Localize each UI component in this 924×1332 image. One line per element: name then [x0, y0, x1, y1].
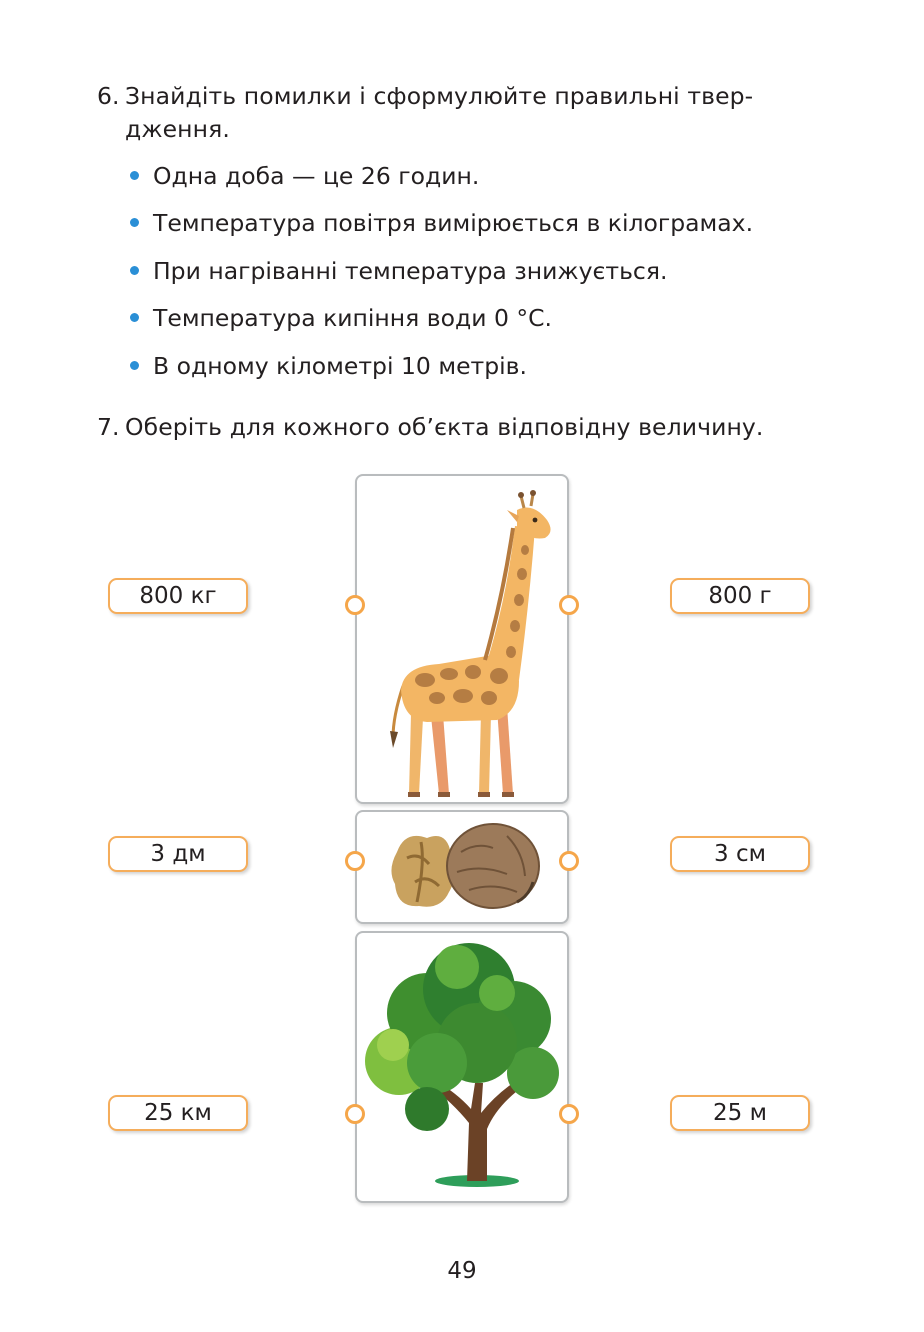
bullet-dot-icon [130, 361, 139, 370]
bullet-dot-icon [130, 171, 139, 180]
statement-item: Температура кипіння води 0 °С. [130, 300, 753, 347]
giraffe-card [355, 474, 569, 804]
bullet-dot-icon [130, 266, 139, 275]
task6-statement-list [130, 158, 753, 395]
statement-item: При нагріванні температура знижується. [130, 253, 753, 300]
tree-right-connector[interactable] [559, 1104, 579, 1124]
statement-item: В одному кілометрі 10 метрів. [130, 348, 753, 395]
right-option-mass[interactable]: 800 г [670, 578, 810, 614]
left-option-length-large[interactable]: 25 км [108, 1095, 248, 1131]
bullet-dot-icon [130, 313, 139, 322]
tree-card [355, 931, 569, 1203]
tree-left-connector[interactable] [345, 1104, 365, 1124]
task7-number: 7. [97, 413, 120, 441]
giraffe-left-connector[interactable] [345, 595, 365, 615]
tree-illustration [357, 933, 567, 1201]
left-option-length-small[interactable]: 3 дм [108, 836, 248, 872]
right-option-length-small[interactable]: 3 см [670, 836, 810, 872]
statement-item: Температура повітря вимірюється в кілограмах. [130, 205, 753, 252]
task6-heading [97, 80, 822, 146]
walnut-right-connector[interactable] [559, 851, 579, 871]
task7-title: Оберіть для кожного об’єкта відповідну величину. [125, 413, 764, 441]
page-number: 49 [447, 1258, 477, 1284]
giraffe-right-connector[interactable] [559, 595, 579, 615]
task6-title-line2: дження. [125, 115, 230, 143]
task7-heading [97, 411, 822, 444]
walnut-card [355, 810, 569, 924]
giraffe-illustration [357, 476, 567, 802]
walnut-illustration [357, 812, 567, 922]
statement-item: Одна доба — це 26 годин. [130, 158, 753, 205]
walnut-left-connector[interactable] [345, 851, 365, 871]
right-option-length-large[interactable]: 25 м [670, 1095, 810, 1131]
task6-number: 6. [97, 82, 120, 110]
left-option-mass[interactable]: 800 кг [108, 578, 248, 614]
task6-title-line1: Знайдіть помилки і сформулюйте правильні твер- [125, 82, 754, 110]
bullet-dot-icon [130, 218, 139, 227]
